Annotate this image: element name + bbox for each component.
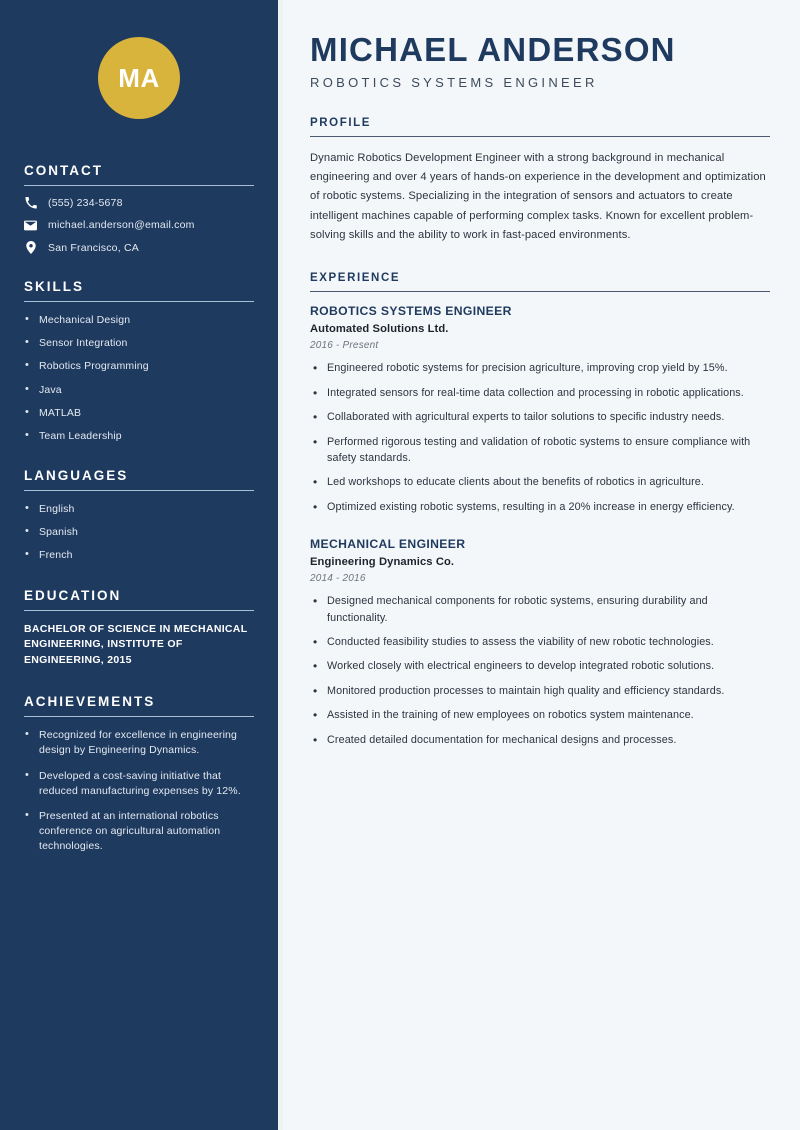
page-title: MICHAEL ANDERSON [310,31,676,68]
skills-list [24,313,254,443]
job-dates: 2014 - 2016 [310,573,366,585]
contact-heading: CONTACT [24,163,103,178]
job-company: Automated Solutions Ltd. [310,323,449,336]
contact-section [24,163,254,254]
languages-list [24,502,254,563]
experience-divider [310,291,770,292]
achievements-list [24,728,254,854]
list-item: • French [24,548,254,562]
list-item: • Sensor Integration [24,336,254,350]
job-bullet-list [310,593,770,748]
list-item: • Developed a cost-saving initiative that reduced manufacturing expenses by 12%. [24,769,254,799]
avatar: MA [98,37,180,119]
profile-text: Dynamic Robotics Development Engineer with a strong background in mechanical engineering and over 4 years of hands-on experience in the development and optimization of robotic systems. Specializing in the integration of sensors and actuators to create intelligent machines capable of performing complex tasks. Known for excellent problem-solving skills and the ability to work in fast-paced environments. [310,151,766,242]
list-item: • Mechanical Design [24,313,254,327]
sidebar [0,0,278,1130]
list-item: • Performed rigorous testing and validation of robotic systems to ensure compliance with safety standards. [310,434,770,467]
list-item: • Robotics Programming [24,359,254,373]
education-divider [24,610,254,611]
header-subtitle: ROBOTICS SYSTEMS ENGINEER [310,74,598,90]
achievements-section [24,694,254,854]
avatar-container [24,0,254,163]
list-item: • English [24,502,254,516]
achievements-heading: ACHIEVEMENTS [24,693,156,709]
education-entry: BACHELOR OF SCIENCE IN MECHANICAL ENGINEERING, INSTITUTE OF ENGINEERING, 2015 [24,622,248,667]
experience-heading: EXPERIENCE [310,272,401,285]
contact-location-row[interactable] [24,241,254,254]
list-item: • Worked closely with electrical engineers to develop integrated robotic solutions. [310,658,770,674]
contact-divider [24,185,254,186]
envelope-icon [24,220,37,231]
job-title: ROBOTICS SYSTEMS ENGINEER [310,304,512,319]
map-pin-icon [24,241,37,254]
achievements-divider [24,716,254,717]
job-dates: 2016 - Present [310,340,379,352]
skills-section [24,279,254,443]
list-item: • Assisted in the training of new employees on robotics system maintenance. [310,707,770,723]
list-item: • Led workshops to educate clients about the benefits of robotics in agriculture. [310,474,770,490]
list-item: • Collaborated with agricultural experts to tailor solutions to specific industry needs. [310,409,770,425]
languages-divider [24,490,254,491]
profile-section [310,117,770,245]
contact-phone-value: (555) 234-5678 [48,197,123,209]
list-item: • Optimized existing robotic systems, resulting in a 20% increase in energy efficiency. [310,499,770,515]
experience-job [310,537,770,748]
contact-location-value: San Francisco, CA [48,241,139,254]
list-item: • Created detailed documentation for mechanical designs and processes. [310,732,770,748]
experience-job [310,304,770,515]
experience-section [310,272,770,748]
list-item: • Java [24,383,254,397]
list-item: • Presented at an international robotics conference on agricultural automation technologies. [24,809,254,854]
skills-heading: SKILLS [24,279,85,294]
list-item: • Recognized for excellence in engineering design by Engineering Dynamics. [24,728,254,758]
list-item: • Monitored production processes to maintain high quality and efficiency standards. [310,683,770,699]
list-item: • Team Leadership [24,429,254,443]
job-company: Engineering Dynamics Co. [310,556,455,569]
main-content [283,0,800,1130]
education-section [24,588,254,669]
profile-divider [310,136,770,137]
education-heading: EDUCATION [24,587,122,603]
skills-divider [24,301,254,302]
list-item: • Conducted feasibility studies to assess the viability of new robotic technologies. [310,634,770,650]
contact-phone-row[interactable] [24,197,254,209]
languages-section [24,468,254,563]
job-spacer [310,523,770,537]
contact-email-value: michael.anderson@email.com [48,219,195,231]
contact-email-row[interactable] [24,219,254,231]
phone-icon [24,197,37,209]
list-item: • Engineered robotic systems for precision agriculture, improving crop yield by 15%. [310,360,770,376]
list-item: • Integrated sensors for real-time data collection and processing in robotic applications. [310,385,770,401]
list-item: • MATLAB [24,406,254,420]
job-bullet-list [310,360,770,515]
job-title: MECHANICAL ENGINEER [310,537,466,552]
list-item: • Spanish [24,525,254,539]
list-item: • Designed mechanical components for robotic systems, ensuring durability and functionality. [310,593,770,626]
languages-heading: LANGUAGES [24,468,129,484]
profile-heading: PROFILE [310,116,372,129]
